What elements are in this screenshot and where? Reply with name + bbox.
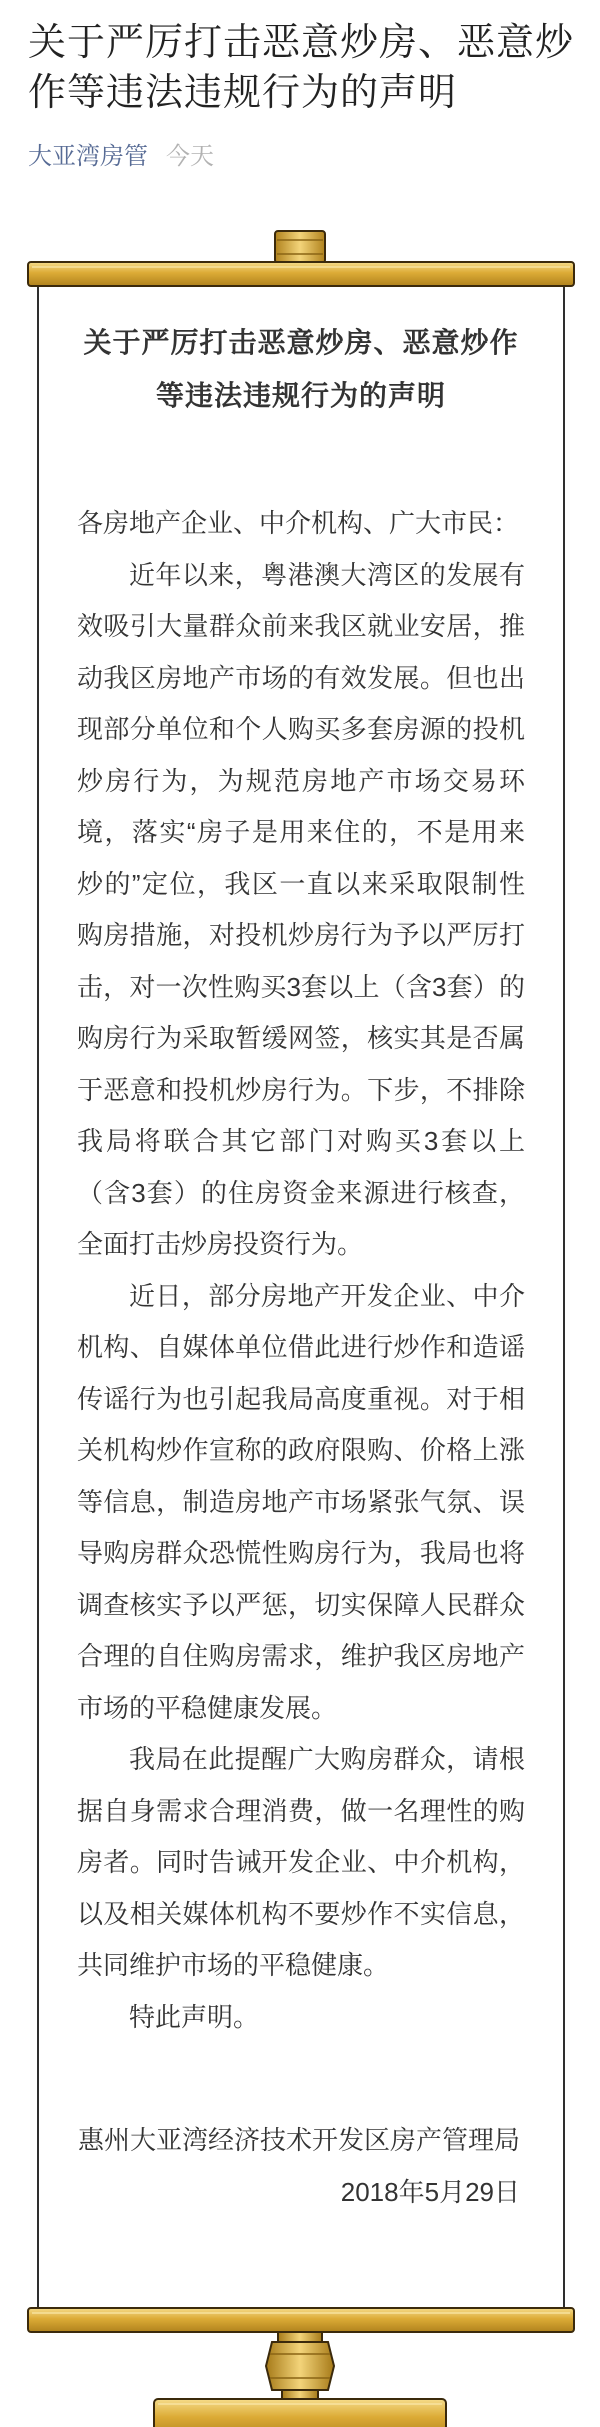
scroll-bottom-knob [266, 2332, 334, 2399]
paragraph-line: 境，落实“房子是用来住的，不是用来 [77, 817, 525, 847]
paragraph-closing [77, 1992, 525, 2044]
paragraph-line: 调查核实予以严惩，切实保障人民群众 [77, 1589, 525, 1620]
paragraph-line: 近年以来，粤港澳大湾区的发展有 [129, 559, 525, 590]
paragraph-line: 全面打击炒房投资行为。 [77, 1229, 364, 1259]
paragraph-line: 以及相关媒体机构不要炒作不实信息， [77, 1898, 525, 1929]
paragraph-1 [77, 550, 525, 1271]
salutation: 各房地产企业、中介机构、广大市民： [77, 508, 520, 538]
paragraph-line: 近日，部分房地产开发企业、中介 [129, 1280, 525, 1311]
paragraph-line: 动我区房地产市场的有效发展。但也出 [77, 662, 525, 693]
scroll-top-rod [28, 262, 574, 286]
issuer-signature: 惠州大亚湾经济技术开发区房产管理局 [77, 2125, 520, 2155]
signature-block [77, 2115, 520, 2218]
paragraph-line: （含3套）的住房资金来源进行核查， [77, 1177, 525, 1208]
notice-heading-line: 等违法违规行为的声明 [155, 380, 446, 411]
paragraph-2 [77, 1271, 525, 1735]
article-title-line: 作等违法违规行为的声明 [28, 72, 458, 114]
notice-content [39, 284, 563, 2218]
notice-heading-line: 关于严厉打击恶意炒房、恶意炒作 [83, 327, 519, 358]
paragraph-3 [77, 1734, 525, 1992]
notice-heading [77, 316, 525, 422]
paragraph-line: 导购房群众恐慌性购房行为，我局也将 [77, 1538, 525, 1568]
scroll-bottom-base [154, 2399, 446, 2427]
scroll-body [37, 284, 565, 2310]
paragraph-line: 购房措施，对投机炒房行为予以严厉打 [77, 920, 525, 950]
publish-date: 今天 [166, 143, 214, 170]
paragraph-line: 机构、自媒体单位借此进行炒作和造谣 [77, 1332, 525, 1362]
paragraph-line: 特此声明。 [129, 2001, 260, 2032]
paragraph-line: 炒房行为，为规范房地产市场交易环 [77, 765, 525, 796]
notice-text [77, 498, 525, 2043]
scroll-bottom-ornament [0, 2304, 600, 2427]
article-title-line: 关于严厉打击恶意炒房、恶意炒 [28, 22, 575, 64]
scroll-top-knob [275, 231, 325, 263]
paragraph-line: 市场的平稳健康发展。 [77, 1692, 338, 1723]
article-meta [28, 142, 214, 172]
paragraph-line: 购房行为采取暂缓网签，核实其是否属 [77, 1023, 525, 1053]
scroll-bottom-rod [28, 2308, 574, 2332]
paragraph-line: 我局在此提醒广大购房群众，请根 [129, 1744, 525, 1774]
paragraph-line: 等信息，制造房地产市场紧张气氛、误 [77, 1486, 525, 1517]
author-link[interactable]: 大亚湾房管 [28, 143, 148, 170]
paragraph-line: 共同维护市场的平稳健康。 [77, 1950, 390, 1980]
paragraph-line: 传谣行为也引起我局高度重视。对于相 [77, 1383, 525, 1414]
paragraph-line: 合理的自住购房需求，维护我区房地产 [77, 1641, 525, 1671]
paragraph-line: 我局将联合其它部门对购买3套以上 [77, 1126, 525, 1156]
paragraph-line: 关机构炒作宣称的政府限购、价格上涨 [77, 1435, 525, 1465]
paragraph-line: 炒的”定位，我区一直以来采取限制性 [77, 868, 525, 899]
paragraph-line: 现部分单位和个人购买多套房源的投机 [77, 714, 525, 744]
issue-date: 2018年5月29日 [340, 2176, 520, 2207]
paragraph-line: 于恶意和投机炒房行为。下步，不排除 [77, 1074, 525, 1105]
paragraph-line: 效吸引大量群众前来我区就业安居，推 [77, 611, 525, 641]
paragraph-line: 据自身需求合理消费，做一名理性的购 [77, 1795, 525, 1826]
article-title [28, 18, 588, 118]
paragraph-line: 击，对一次性购买3套以上（含3套）的 [77, 971, 525, 1002]
paragraph-line: 房者。同时告诫开发企业、中介机构， [77, 1847, 525, 1877]
scroll-top-ornament [0, 226, 600, 288]
